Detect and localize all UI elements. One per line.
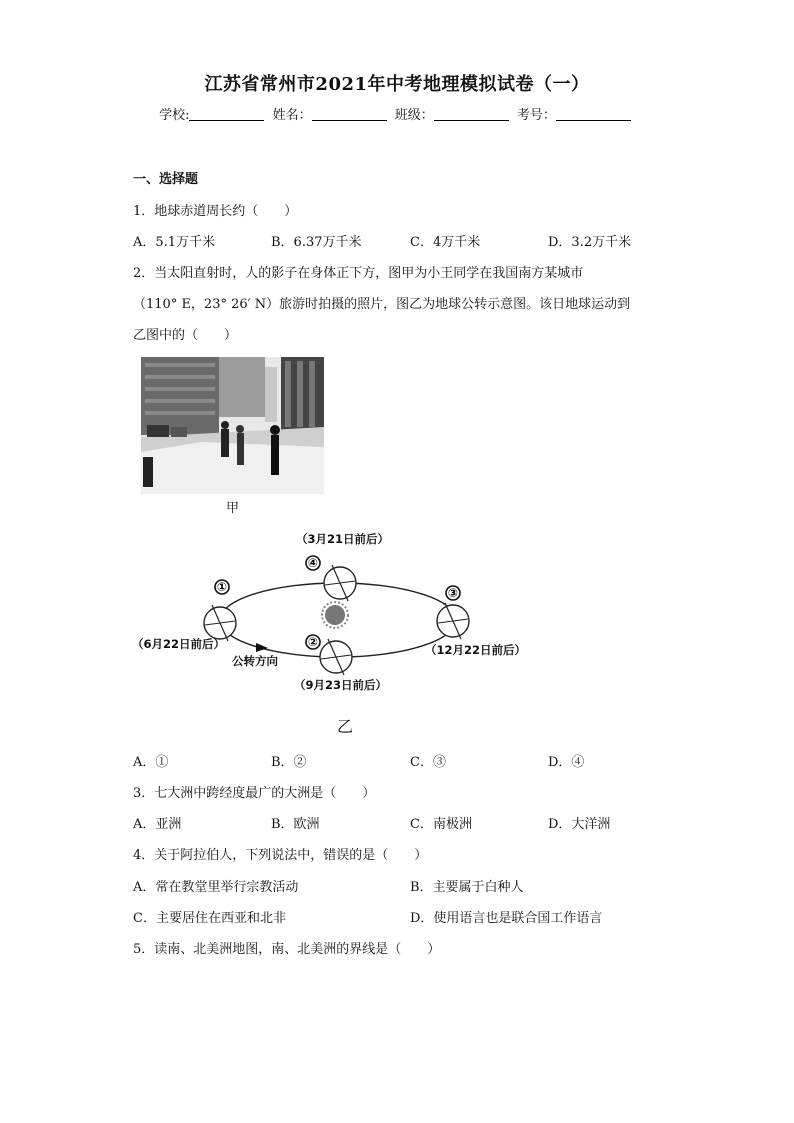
q1-option-d[interactable]: D．3.2万千米 <box>548 235 632 250</box>
q4-option-c[interactable]: C．主要居住在西亚和北非 <box>133 911 286 926</box>
section-heading: 一、选择题 <box>133 172 199 187</box>
q2-option-b[interactable]: B．② <box>271 755 307 770</box>
earth-position-4-icon <box>324 565 356 601</box>
q4-option-a[interactable]: A．常在教堂里举行宗教活动 <box>133 880 299 895</box>
class-blank[interactable] <box>434 108 509 121</box>
name-blank[interactable] <box>312 108 387 121</box>
p1-number: ① <box>216 580 228 594</box>
q2-option-c[interactable]: C．③ <box>410 755 446 770</box>
student-info-line <box>0 104 794 123</box>
q2-option-a[interactable]: A．① <box>133 755 169 770</box>
q1-stem: 1．地球赤道周长约（ ） <box>133 204 298 219</box>
earth-orbit-diagram <box>128 525 548 700</box>
p3-number: ③ <box>447 586 459 600</box>
p2-number: ② <box>307 635 319 649</box>
p4-number: ④ <box>307 556 319 570</box>
p4-date-label: （3月21日前后） <box>296 532 390 546</box>
q2-stem-line2: （110° E，23° 26′ N）旅游时拍摄的照片，图乙为地球公转示意图。该日地球运动到 <box>133 297 631 312</box>
q3-option-d[interactable]: D．大洋洲 <box>548 817 611 832</box>
q5-stem: 5．读南、北美洲地图，南、北美洲的界线是（ ） <box>133 942 441 957</box>
q1-option-b[interactable]: B．6.37万千米 <box>271 235 362 250</box>
p3-date-label: （12月22日前后） <box>425 643 527 657</box>
q2-stem-line1: 2．当太阳直射时，人的影子在身体正下方，图甲为小王同学在我国南方某城市 <box>133 266 584 281</box>
earth-position-3-icon <box>437 603 469 639</box>
exam-no-blank[interactable] <box>556 108 631 121</box>
direction-arrow-icon <box>256 643 268 652</box>
sun-icon <box>322 602 348 628</box>
q1-option-a[interactable]: A．5.1万千米 <box>133 235 216 250</box>
q3-option-c[interactable]: C．南极洲 <box>410 817 472 832</box>
school-label: 学校: <box>159 108 190 123</box>
earth-position-2-icon <box>320 639 352 675</box>
q2-stem-line3: 乙图中的（ ） <box>133 328 238 343</box>
exam-no-label: 考号： <box>516 108 556 123</box>
q4-option-b[interactable]: B．主要属于白种人 <box>410 880 524 895</box>
page-title: 江苏省常州市2021年中考地理模拟试卷（一） <box>204 74 590 95</box>
q2-option-d[interactable]: D．④ <box>548 755 585 770</box>
q4-option-d[interactable]: D．使用语言也是联合国工作语言 <box>410 911 603 926</box>
photo-caption: 甲 <box>226 501 240 516</box>
q3-option-b[interactable]: B．欧洲 <box>271 817 320 832</box>
direction-label: 公转方向 <box>232 654 278 668</box>
p2-date-label: （9月23日前后） <box>294 678 388 692</box>
street-photo <box>141 357 324 494</box>
q3-option-a[interactable]: A．亚洲 <box>133 817 182 832</box>
q3-stem: 3．七大洲中跨经度最广的大洲是（ ） <box>133 786 376 801</box>
diagram-caption: 乙 <box>337 717 354 736</box>
q4-stem: 4．关于阿拉伯人，下列说法中，错误的是（ ） <box>133 848 428 863</box>
name-label: 姓名： <box>272 108 312 123</box>
p1-date-label: （6月22日前后） <box>132 637 226 651</box>
school-blank[interactable] <box>189 108 264 121</box>
q1-option-c[interactable]: C．4万千米 <box>410 235 481 250</box>
class-label: 班级： <box>394 108 434 123</box>
